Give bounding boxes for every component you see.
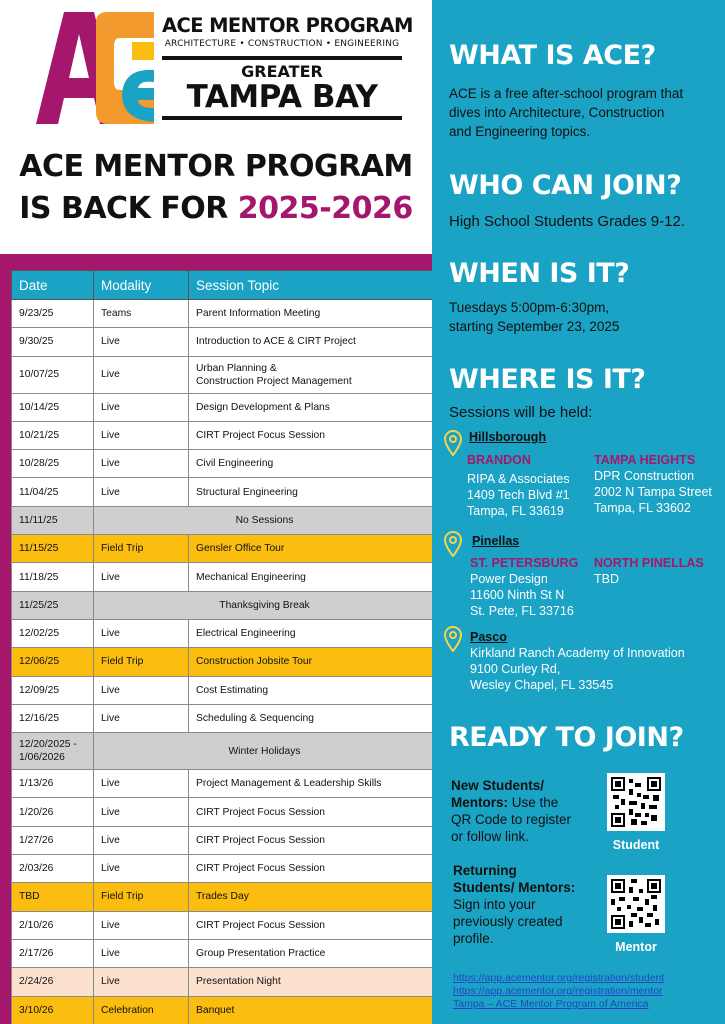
row-modality: Live	[94, 704, 189, 732]
ret-label-1: Returning	[453, 863, 517, 878]
table-row	[12, 356, 436, 393]
row-date: 9/30/25	[12, 328, 94, 356]
table-row	[12, 911, 436, 939]
where-heading: WHERE IS IT?	[449, 364, 646, 395]
table-row	[12, 883, 436, 911]
table-row	[12, 648, 436, 676]
county-hillsborough: Hillsborough	[469, 430, 547, 444]
row-topic: Scheduling & Sequencing	[189, 704, 436, 732]
row-modality: Live	[94, 421, 189, 449]
headline-line1: ACE MENTOR PROGRAM	[19, 149, 413, 184]
address-st-petersburg	[470, 571, 574, 619]
row-topic-line2: Construction Project Management	[196, 375, 352, 387]
row-date: 11/18/25	[12, 563, 94, 591]
row-merged-note: No Sessions	[94, 506, 436, 534]
row-topic: Group Presentation Practice	[189, 939, 436, 967]
row-modality: Live	[94, 478, 189, 506]
row-modality: Field Trip	[94, 535, 189, 563]
row-date: 2/10/26	[12, 911, 94, 939]
ret-text-3: profile.	[453, 931, 494, 946]
table-row	[12, 619, 436, 647]
header-date: Date	[12, 271, 94, 300]
row-topic: Gensler Office Tour	[189, 535, 436, 563]
table-row	[12, 421, 436, 449]
when-heading: WHEN IS IT?	[449, 258, 630, 289]
row-modality: Live	[94, 855, 189, 883]
qr-code-mentor[interactable]	[607, 875, 665, 933]
row-topic	[189, 356, 436, 393]
qr-code-student[interactable]	[607, 773, 665, 831]
row-topic: Parent Information Meeting	[189, 300, 436, 328]
registration-links	[453, 972, 664, 1011]
row-modality: Live	[94, 968, 189, 996]
row-date: 1/13/26	[12, 770, 94, 798]
table-row	[12, 563, 436, 591]
table-row	[12, 855, 436, 883]
logo-rule	[162, 56, 402, 60]
schedule-header-row	[12, 271, 436, 300]
address-line: St. Pete, FL 33716	[470, 604, 574, 618]
row-modality: Field Trip	[94, 648, 189, 676]
address-line: RIPA & Associates	[467, 472, 570, 486]
row-date: 3/10/26	[12, 996, 94, 1024]
row-date: 2/24/26	[12, 968, 94, 996]
address-line: Tampa, FL 33602	[594, 501, 691, 515]
table-row	[12, 968, 436, 996]
row-date: 2/03/26	[12, 855, 94, 883]
when-text	[449, 298, 619, 336]
what-text	[449, 84, 683, 141]
city-st-petersburg: ST. PETERSBURG	[470, 556, 579, 570]
table-row	[12, 506, 436, 534]
row-modality: Live	[94, 450, 189, 478]
address-line: DPR Construction	[594, 469, 695, 483]
row-merged-note: Thanksgiving Break	[94, 591, 436, 619]
new-text-2: QR Code to register	[451, 812, 572, 827]
row-date: 9/23/25	[12, 300, 94, 328]
table-row	[12, 676, 436, 704]
row-modality: Live	[94, 393, 189, 421]
row-topic: CIRT Project Focus Session	[189, 421, 436, 449]
what-heading: WHAT IS ACE?	[449, 40, 656, 71]
table-row	[12, 939, 436, 967]
row-topic: Cost Estimating	[189, 676, 436, 704]
link-mentor-registration[interactable]: https://app.acementor.org/registration/mentor	[453, 985, 663, 997]
address-tampa-heights	[594, 468, 712, 516]
row-topic: CIRT Project Focus Session	[189, 798, 436, 826]
table-row	[12, 450, 436, 478]
address-line: 9100 Curley Rd,	[470, 662, 561, 676]
qr-student-label: Student	[612, 838, 660, 852]
row-modality: Live	[94, 676, 189, 704]
logo-tampa-bay: TAMPA BAY	[186, 79, 378, 115]
address-line: 2002 N Tampa Street	[594, 485, 712, 499]
location-pin-icon	[444, 430, 462, 456]
row-merged-note: Winter Holidays	[94, 733, 436, 770]
headline-line2	[0, 188, 432, 230]
row-modality: Live	[94, 798, 189, 826]
row-topic-line1: Urban Planning &	[196, 362, 277, 374]
what-line2: dives into Architecture, Construction	[449, 105, 665, 120]
link-tampa-site[interactable]: Tampa – ACE Mentor Program of America	[453, 998, 649, 1010]
new-label-1: New Students/	[451, 778, 545, 793]
address-brandon	[467, 471, 570, 519]
logo-rule-bottom	[162, 116, 402, 120]
address-line: 1409 Tech Blvd #1	[467, 488, 570, 502]
table-row	[12, 393, 436, 421]
headline-line2-prefix: IS BACK FOR	[19, 191, 238, 226]
row-modality: Teams	[94, 300, 189, 328]
ret-text-1: Sign into your	[453, 897, 536, 912]
address-line: Tampa, FL 33619	[467, 504, 564, 518]
table-row	[12, 591, 436, 619]
address-pasco	[470, 645, 685, 693]
row-topic: Project Management & Leadership Skills	[189, 770, 436, 798]
ret-text-2: previously created	[453, 914, 563, 929]
schedule-table	[11, 270, 436, 1024]
row-date: 10/14/25	[12, 393, 94, 421]
who-text: High School Students Grades 9-12.	[449, 213, 685, 230]
new-label-2: Mentors:	[451, 795, 508, 810]
city-tampa-heights: TAMPA HEIGHTS	[594, 453, 696, 467]
headline-year: 2025-2026	[237, 191, 413, 226]
row-modality: Live	[94, 939, 189, 967]
row-date: 1/27/26	[12, 826, 94, 854]
info-panel	[432, 0, 725, 1024]
row-topic: Introduction to ACE & CIRT Project	[189, 328, 436, 356]
row-modality: Celebration	[94, 996, 189, 1024]
qr-code-icon	[611, 879, 661, 929]
ace-logo-mark	[36, 12, 154, 124]
address-line: Kirkland Ranch Academy of Innovation	[470, 646, 685, 660]
table-row	[12, 704, 436, 732]
row-modality: Live	[94, 911, 189, 939]
new-text-1: Use the	[508, 795, 559, 810]
table-row	[12, 300, 436, 328]
address-line: Wesley Chapel, FL 33545	[470, 678, 614, 692]
returning-text	[453, 862, 575, 947]
row-date: 12/16/25	[12, 704, 94, 732]
row-modality: Live	[94, 563, 189, 591]
row-date-line2: 1/06/2026	[19, 752, 65, 764]
headline	[0, 146, 432, 230]
ready-heading: READY TO JOIN?	[449, 722, 684, 753]
row-topic: CIRT Project Focus Session	[189, 826, 436, 854]
row-date: 10/21/25	[12, 421, 94, 449]
row-modality: Live	[94, 356, 189, 393]
row-date: 12/06/25	[12, 648, 94, 676]
row-topic: Banquet	[189, 996, 436, 1024]
address-line: Power Design	[470, 572, 548, 586]
qr-code-icon	[611, 777, 661, 827]
row-topic: Presentation Night	[189, 968, 436, 996]
new-students-text	[451, 777, 571, 845]
logo-program-name: ACE MENTOR PROGRAM	[162, 14, 413, 37]
new-text-3: or follow link.	[451, 829, 530, 844]
logo-greater: GREATER	[241, 62, 323, 81]
location-pin-icon	[444, 626, 462, 652]
row-topic: Civil Engineering	[189, 450, 436, 478]
row-date: 1/20/26	[12, 798, 94, 826]
table-row	[12, 478, 436, 506]
row-modality: Live	[94, 770, 189, 798]
row-date: 11/25/25	[12, 591, 94, 619]
row-topic: Trades Day	[189, 883, 436, 911]
row-date	[12, 733, 94, 770]
row-modality: Field Trip	[94, 883, 189, 911]
row-date: 12/09/25	[12, 676, 94, 704]
row-date: 10/28/25	[12, 450, 94, 478]
logo-disciplines: ARCHITECTURE • CONSTRUCTION • ENGINEERING	[164, 39, 400, 49]
row-date: 10/07/25	[12, 356, 94, 393]
row-date: 11/11/25	[12, 506, 94, 534]
county-pinellas: Pinellas	[472, 534, 520, 548]
where-intro: Sessions will be held:	[449, 404, 593, 421]
row-topic: Construction Jobsite Tour	[189, 648, 436, 676]
address-line: 11600 Ninth St N	[470, 588, 565, 602]
row-topic: Design Development & Plans	[189, 393, 436, 421]
row-date: TBD	[12, 883, 94, 911]
city-brandon: BRANDON	[467, 453, 531, 467]
county-pasco: Pasco	[470, 630, 507, 644]
table-row	[12, 535, 436, 563]
header-topic: Session Topic	[189, 271, 436, 300]
row-date-line1: 12/20/2025 -	[19, 739, 77, 751]
table-row	[12, 798, 436, 826]
qr-mentor-label: Mentor	[615, 940, 657, 954]
row-date: 12/02/25	[12, 619, 94, 647]
table-row	[12, 996, 436, 1024]
row-date: 11/15/25	[12, 535, 94, 563]
table-row	[12, 826, 436, 854]
header-modality: Modality	[94, 271, 189, 300]
row-modality: Live	[94, 826, 189, 854]
who-heading: WHO CAN JOIN?	[449, 170, 682, 201]
ace-logo	[36, 12, 413, 124]
table-row	[12, 770, 436, 798]
address-north-pinellas: TBD	[594, 572, 619, 586]
ret-label-2: Students/ Mentors:	[453, 880, 576, 895]
row-topic: Mechanical Engineering	[189, 563, 436, 591]
what-line1: ACE is a free after-school program that	[449, 86, 684, 101]
table-row	[12, 328, 436, 356]
when-line2: starting September 23, 2025	[449, 319, 620, 334]
row-date: 2/17/26	[12, 939, 94, 967]
link-student-registration[interactable]: https://app.acementor.org/registration/student	[453, 972, 665, 984]
row-modality: Live	[94, 328, 189, 356]
location-pin-icon	[444, 531, 462, 557]
row-date: 11/04/25	[12, 478, 94, 506]
when-line1: Tuesdays 5:00pm-6:30pm,	[449, 300, 610, 315]
row-topic: Electrical Engineering	[189, 619, 436, 647]
row-topic: CIRT Project Focus Session	[189, 911, 436, 939]
row-topic: CIRT Project Focus Session	[189, 855, 436, 883]
table-row	[12, 733, 436, 770]
row-topic: Structural Engineering	[189, 478, 436, 506]
what-line3: and Engineering topics.	[449, 124, 591, 139]
city-north-pinellas: NORTH PINELLAS	[594, 556, 704, 570]
row-modality: Live	[94, 619, 189, 647]
ace-logo-text	[162, 14, 413, 120]
